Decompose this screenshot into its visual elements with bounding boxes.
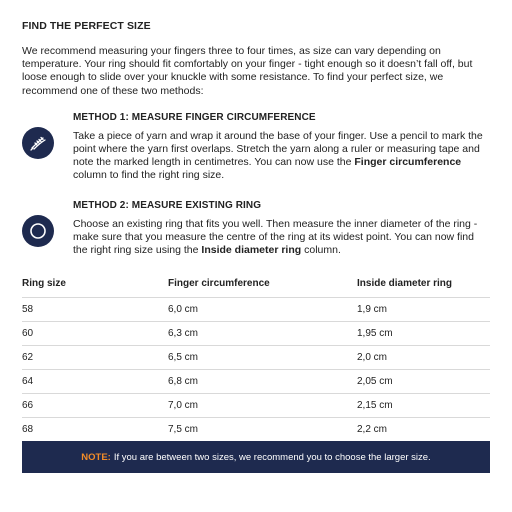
ring-size-cell: 58 (22, 298, 168, 322)
size-table (22, 278, 490, 441)
inside-diameter-cell: 2,05 cm (357, 370, 490, 394)
inside-diameter-emphasis: Inside diameter ring (201, 244, 302, 257)
intro-text: We recommend measuring your fingers three to four times, as size can vary depending on temperature. Your ring should fit comfortably on your finger - tight enough so it doesn’t fall off, but loose enough to slide over your knuckle with some resistance. To find your perfect size, we recommend one of these two methods: (22, 45, 473, 97)
method-2 (22, 200, 490, 258)
table-row (22, 298, 490, 322)
method-1-title: METHOD 1: MEASURE FINGER CIRCUMFERENCE (73, 111, 316, 123)
finger-circumference-cell: 6,5 cm (168, 346, 357, 370)
ring-icon (22, 215, 54, 247)
table-header-row (22, 278, 490, 298)
column-header-inside-diameter: Inside diameter ring (357, 278, 453, 290)
finger-circumference-cell: 6,3 cm (168, 322, 357, 346)
column-header-finger-circumference: Finger circumference (168, 278, 270, 290)
inside-diameter-cell: 2,2 cm (357, 418, 490, 442)
finger-circumference-cell: 6,0 cm (168, 298, 357, 322)
page-title: FIND THE PERFECT SIZE (22, 20, 151, 32)
inside-diameter-cell: 2,15 cm (357, 394, 490, 418)
method-2-text: Choose an existing ring that fits you well. Then measure the inner diameter of the ring - make sure that you measure the centre of the ring at its widest point. You can now find the right ring size using the Inside diameter ring column. (73, 217, 478, 257)
note-text: If you are between two sizes, we recommend you to choose the larger size. (113, 451, 431, 463)
inside-diameter-cell: 1,95 cm (357, 322, 490, 346)
measuring-tape-icon (22, 127, 54, 159)
method-1-text: Take a piece of yarn and wrap it around the base of your finger. Use a pencil to mark the point where the yarn first overlaps. Stretch the yarn along a ruler or measuring tape and note the marked length in centimetres. You can now use the Finger circumference column to find the right ring size. (73, 129, 483, 182)
inside-diameter-cell: 2,0 cm (357, 346, 490, 370)
method-2-title: METHOD 2: MEASURE EXISTING RING (73, 199, 262, 211)
finger-circumference-emphasis: Finger circumference (354, 156, 462, 169)
table-row (22, 394, 490, 418)
column-header-ring-size: Ring size (22, 278, 66, 290)
note-label: NOTE: (81, 451, 111, 463)
finger-circumference-cell: 6,8 cm (168, 370, 357, 394)
inside-diameter-cell: 1,9 cm (357, 298, 490, 322)
finger-circumference-cell: 7,0 cm (168, 394, 357, 418)
ring-size-cell: 62 (22, 346, 168, 370)
ring-size-cell: 60 (22, 322, 168, 346)
table-row (22, 322, 490, 346)
table-row (22, 346, 490, 370)
ring-size-cell: 68 (22, 418, 168, 442)
finger-circumference-cell: 7,5 cm (168, 418, 357, 442)
method-1 (22, 112, 490, 183)
table-row (22, 418, 490, 442)
ring-size-cell: 66 (22, 394, 168, 418)
table-row (22, 370, 490, 394)
note-banner (22, 441, 490, 473)
ring-size-cell: 64 (22, 370, 168, 394)
